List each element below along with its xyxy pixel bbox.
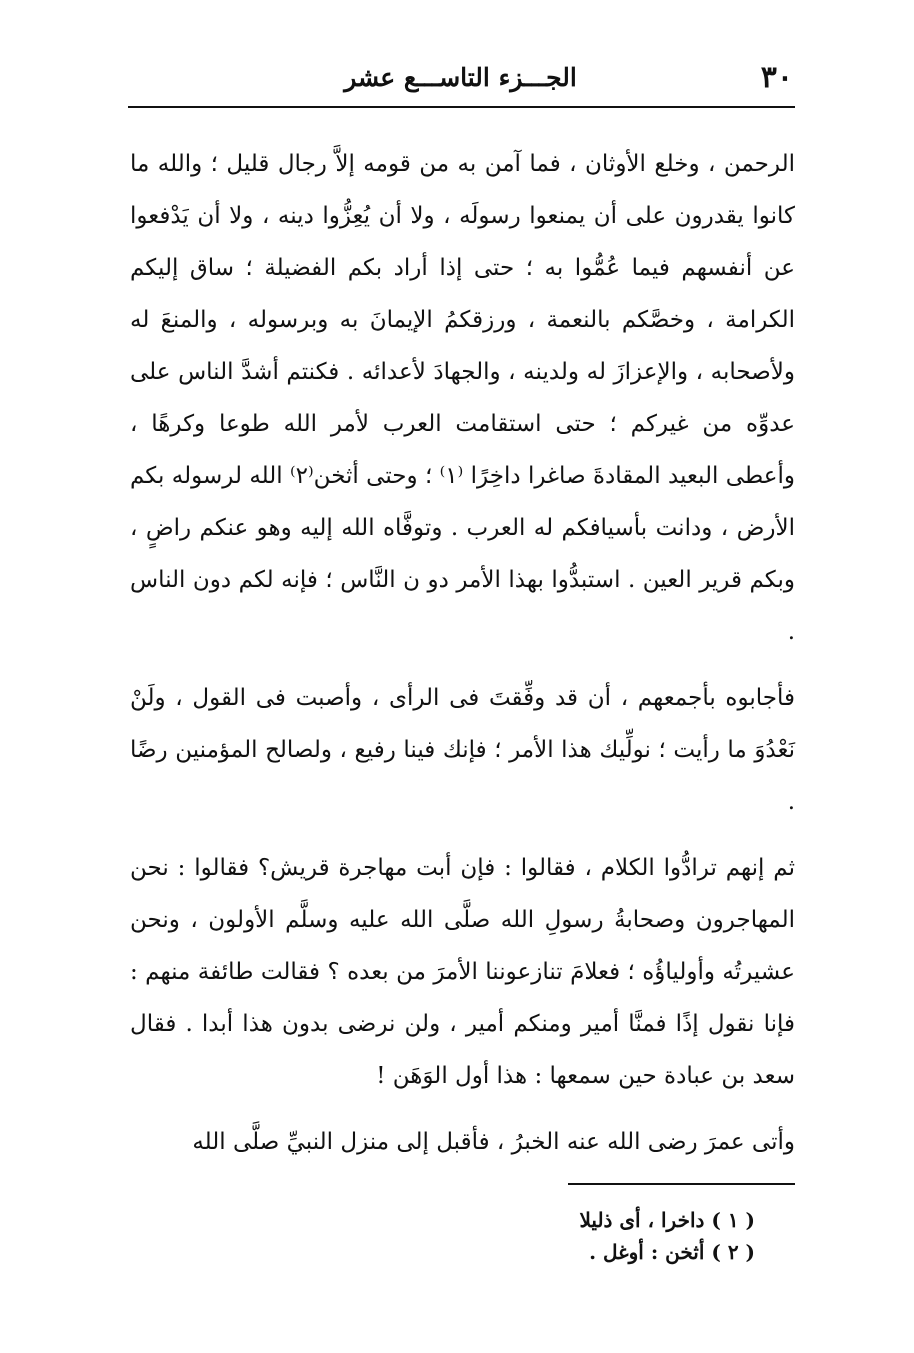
footnote-1: ( ١ ) داخرا ، أى ذليلا (579, 1208, 755, 1232)
paragraph-1: الرحمن ، وخلع الأوثان ، فما آمن به من قومه إلاَّ رجال قليل ؛ والله ما كانوا يقدرون على أن يمنعوا رسولَه ، ولا أن يُعِزُّوا دينه ، ولا أن يَدْفعوا عن أنفسهم فيما عُمُّوا به ؛ حتى إذا أراد بكم الفضيلة ؛ ساق إليكم الكرامة ، وخصَّكم بالنعمة ، ورزقكمُ الإيمانَ به وبرسوله ، والمنعَ له ولأصحابه ، والإعزازَ له ولدينه ، والجهادَ لأعدائه . فكنتم أشدَّ الناس على عدوِّه من غيركم ؛ حتى استقامت العرب لأمر الله طوعا وكرهًا ، وأعطى البعيد المقادةَ صاغرا داخِرًا ⁽١⁾ ؛ وحتى أثخن⁽٢⁾ الله لرسوله بكم الأرض ، ودانت بأسيافكم له العرب . وتوفَّاه الله إليه وهو عنكم راضٍ ، وبكم قرير العين . استبدُّوا بهذا الأمر دو ن النَّاس ؛ فإنه لكم دون الناس . (130, 151, 795, 645)
paragraph-2: فأجابوه بأجمعهم ، أن قد وفِّقتَ فى الرأى ، وأصبت فى القول ، ولَنْ نَعْدُوَ ما رأيت ؛ نولِّيك هذا الأمر ؛ فإنك فينا رفيع ، ولصالح المؤمنين رضًا . (130, 685, 795, 815)
body-text (130, 138, 795, 1168)
header-rule (128, 106, 795, 108)
page-header (128, 58, 793, 100)
paragraph-4: وأتى عمرَ رضى الله عنه الخبرُ ، فأقبل إلى منزل النبيِّ صلَّى الله (192, 1129, 795, 1155)
paragraph-3: ثم إنهم ترادُّوا الكلام ، فقالوا : فإن أبت مهاجرة قريش؟ فقالوا : نحن المهاجرون وصحابةُ رسولِ الله صلَّى الله عليه وسلَّم الأولون ، ونحن عشيرتُه وأولياؤُه ؛ فعلامَ تنازعوننا الأمرَ من بعده ؟ فقالت طائفة منهم : فإنا نقول إذًا فمنَّا أمير ومنكم أمير ، ولن نرضى بدون هذا أبدا . فقال سعد بن عبادة حين سمعها : هذا أول الوَهَن ! (130, 855, 795, 1089)
footnote-2: ( ٢ ) أثخن : أوغل . (589, 1240, 755, 1264)
footnotes (300, 1204, 755, 1268)
running-title: الجـــزء التاســـع عشر (344, 63, 577, 92)
page-number: ٣٠ (760, 60, 793, 95)
footnote-rule (568, 1183, 795, 1185)
